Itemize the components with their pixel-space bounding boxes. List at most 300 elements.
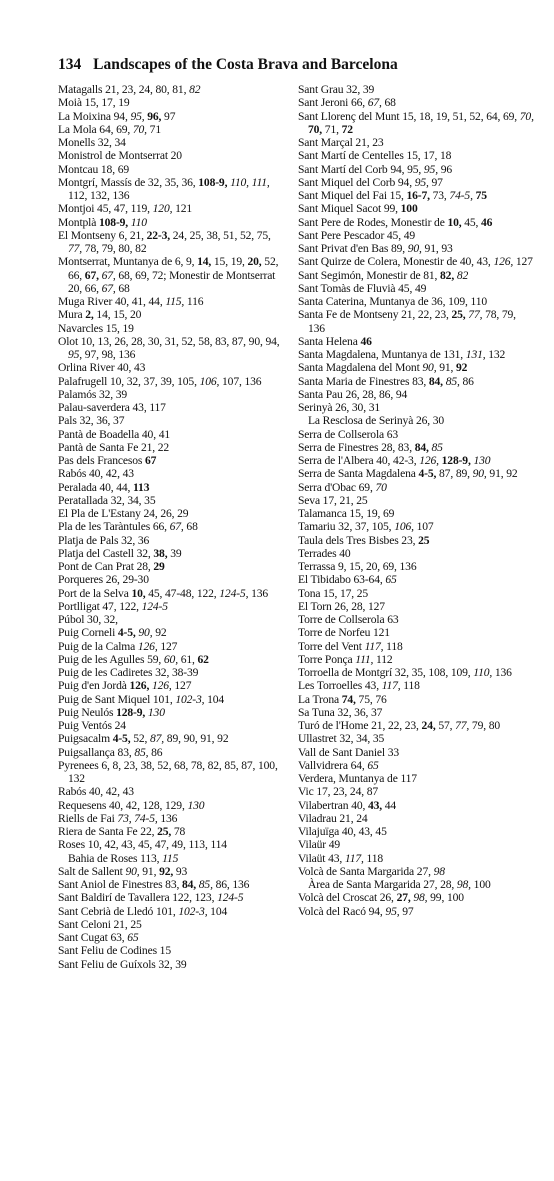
entry-text: 24, 25, 38, 51, 52, 75, (170, 228, 271, 242)
entry-text: Sant Cebrià de Lledó 101, (58, 904, 179, 918)
page-ref-italic: 111, (355, 652, 374, 666)
page-ref-italic: 77, (68, 242, 83, 255)
entry-text: Monells 32, 34 (58, 136, 126, 149)
page-ref-italic: 67, (169, 520, 184, 534)
index-entry (58, 547, 286, 560)
entry-text: 96 (437, 162, 452, 176)
entry-text: Rabós 40, 42, 43 (58, 467, 134, 481)
page-ref-italic: 126, (137, 639, 158, 653)
page-ref-italic: 106, (199, 374, 220, 388)
entry-text: 86 (148, 745, 163, 759)
entry-text: 15, 19, (211, 255, 248, 269)
index-entry (58, 520, 286, 533)
index-entry (58, 481, 286, 494)
entry-text: 127 (157, 639, 178, 653)
entry-text: Santa Fe de Montseny 21, 22, 23, (298, 308, 452, 322)
page-ref-bold: 38, (153, 546, 168, 560)
entry-text: Porqueres 26, 29-30 (58, 573, 149, 587)
entry-text: Sant Miquel del Fai 15, (298, 189, 407, 202)
index-entry (58, 931, 286, 944)
index-entry (298, 361, 534, 374)
page-ref-bold: 4-5, (418, 467, 437, 481)
page-ref-bold: 24, (421, 719, 436, 732)
index-entry (298, 189, 534, 202)
entry-text: Les Torroelles 43, (298, 679, 382, 693)
entry-text: 97, 98, 136 (82, 348, 136, 361)
entry-text: 91, (436, 361, 456, 375)
entry-text: Serinyà 26, 30, 31 (298, 401, 380, 414)
index-entry (58, 176, 286, 203)
index-entry (298, 242, 534, 255)
entry-text: Peralada 40, 44, (58, 480, 134, 494)
index-entry (58, 507, 286, 520)
page-ref-italic: 67, (101, 268, 116, 282)
index-entry (58, 454, 286, 467)
entry-text: Sant Martí del Corb 94, 95, (298, 162, 424, 176)
index-entry (58, 467, 286, 480)
page-ref-bold: 25, (157, 825, 172, 838)
entry-text: Pla de les Taràntules 66, (58, 520, 170, 534)
entry-text: Sant Pere de Rodes, Monestir de (298, 215, 448, 229)
page-ref-italic: 126, (493, 255, 514, 269)
page-ref-bold: 72 (341, 122, 353, 136)
page-ref-italic: 70, (519, 109, 534, 123)
index-entry (298, 176, 534, 189)
page-ref-italic: 90, (422, 361, 437, 375)
index-entry (58, 706, 286, 719)
page-ref-bold: 75 (475, 189, 487, 202)
index-entry (58, 865, 286, 878)
entry-text: Sant Privat d'en Bas 89, (298, 242, 408, 255)
page-ref-italic: 98 (433, 864, 445, 878)
entry-text: 79, 80 (469, 719, 501, 732)
page-ref-italic: 98, (413, 891, 428, 905)
entry-text: Sant Miquel Sacot 99, (298, 202, 401, 216)
entry-text: Portlligat 47, 122, (58, 599, 142, 613)
index-column-right (298, 83, 534, 918)
index-entry (58, 759, 286, 786)
index-entry (298, 600, 534, 613)
index-entry (58, 838, 286, 851)
entry-text: 14, 15, 20 (93, 308, 142, 322)
page-ref-bold: 92, (159, 864, 174, 878)
entry-text: Sant Quirze de Colera, Monestir de 40, 43, (298, 255, 494, 269)
index-entry (58, 322, 286, 335)
page-ref-italic: 90, (138, 626, 153, 640)
index-entry (298, 799, 534, 812)
index-entry (58, 679, 286, 692)
entry-text: 78, 79, 136 (308, 308, 516, 335)
index-entry (298, 454, 534, 467)
entry-text: Bahia de Roses 113, (68, 851, 163, 865)
page-ref-bold: 128-9, (116, 705, 146, 719)
entry-text: Sant Llorenç del Munt 15, 18, 19, 51, 52, 64, 69, (298, 109, 520, 123)
index-entry (58, 163, 286, 176)
index-entry (298, 494, 534, 507)
entry-text: Volcà de Santa Margarida 27, (298, 864, 434, 878)
page-ref-italic: 126, (151, 679, 172, 693)
index-entry (298, 428, 534, 441)
entry-text: Sa Tuna 32, 36, 37 (298, 705, 383, 719)
entry-text: 86, 136 (212, 878, 250, 891)
entry-text: Serra d'Obac 69, (298, 480, 376, 494)
entry-text: Moià 15, 17, 19 (58, 96, 130, 110)
page-ref-bold: 46 (481, 215, 493, 229)
page-ref-italic: 82 (456, 268, 469, 282)
page-ref-italic: 124-5 (217, 891, 244, 905)
page-ref-bold: 128-9, (441, 454, 471, 467)
index-column-left (58, 83, 286, 971)
entry-text: Sant Miquel del Corb 94, (298, 175, 415, 189)
entry-text: Platja del Castell 32, (58, 546, 154, 560)
index-entry (298, 759, 534, 772)
entry-text: Sant Tomàs de Fluvià 45, 49 (298, 281, 427, 295)
index-entry (58, 388, 286, 401)
index-entry (58, 825, 286, 838)
index-entry (298, 481, 534, 494)
index-entry (58, 96, 286, 109)
entry-text: 112, 132, 136 (68, 189, 130, 202)
entry-text: La Mola 64, 69, (58, 122, 133, 136)
entry-text: Puig de la Calma (58, 639, 138, 653)
index-entry (298, 587, 534, 600)
index-entry (58, 149, 286, 162)
page-ref-bold: 100 (400, 202, 418, 216)
page-ref-italic: 74-5, (134, 811, 158, 825)
page-ref-italic: 131, (465, 348, 486, 361)
index-entry (58, 428, 286, 441)
page-ref-italic: 106, (394, 520, 414, 534)
entry-text: Torre Ponça (298, 652, 356, 666)
page-ref-italic: 67, (367, 96, 382, 110)
index-entry (58, 401, 286, 414)
entry-text: Sant Pere Pescador 45, 49 (298, 228, 415, 242)
index-entry (298, 163, 534, 176)
index-entry (58, 361, 286, 374)
entry-text: 118 (400, 679, 420, 693)
index-entry (298, 640, 534, 653)
page-ref-bold: 43, (367, 798, 383, 812)
entry-text: Navarcles 15, 19 (58, 321, 134, 335)
entry-text: Serra de l'Albera 40, 42-3, (298, 454, 420, 467)
entry-text: Torroella de Montgrí 32, 35, 108, 109, (298, 666, 474, 679)
entry-text: Peratallada 32, 34, 35 (58, 493, 156, 507)
page-ref-italic: 98, (456, 878, 471, 891)
entry-text: Santa Magdalena del Mont (298, 361, 423, 375)
page-ref-italic: 95, (423, 162, 438, 176)
entry-text: Pyrenees 6, 8, 23, 38, 52, 68, 78, 82, 85, 87, 100, 132 (58, 758, 278, 785)
entry-text: Salt de Sallent (58, 864, 126, 878)
index-entry (58, 812, 286, 825)
page-ref-italic: 60, (163, 652, 178, 666)
page-ref-italic: 85, (134, 745, 149, 759)
page-ref-italic: 65 (127, 931, 139, 944)
entry-text: 97 (161, 109, 176, 123)
index-entry (58, 666, 286, 679)
entry-text: 57, (435, 719, 456, 732)
entry-text: Mura (58, 308, 86, 322)
entry-text: Vic 17, 23, 24, 87 (298, 785, 379, 799)
entry-text: Pals 32, 36, 37 (58, 414, 125, 428)
page-ref-bold: 20, (247, 255, 262, 269)
entry-text: Serra de Collserola 63 (298, 427, 399, 441)
page-ref-bold: 16-7, (406, 189, 430, 202)
page-ref-italic: 73, (117, 811, 132, 825)
entry-text: Matagalls 21, 23, 24, 80, 81, (58, 83, 190, 96)
book-title: Landscapes of the Costa Brava and Barcelona (93, 56, 398, 73)
index-entry (298, 653, 534, 666)
entry-text: Puigsacalm (58, 732, 113, 746)
entry-text: 97 (428, 175, 443, 189)
index-entry (298, 308, 534, 335)
index-entry (298, 216, 534, 229)
index-entry (58, 918, 286, 931)
page-ref-italic: 117, (344, 851, 364, 865)
index-entry (58, 375, 286, 388)
index-entry (58, 613, 286, 626)
entry-text: Puig de les Cadiretes 32, 38-39 (58, 666, 199, 679)
entry-text: Montgrí, Massís de 32, 35, 36, (58, 175, 199, 189)
page-ref-bold: 84, (181, 878, 197, 891)
entry-text: Pantà de Boadella 40, 41 (58, 427, 170, 441)
entry-text: Vall de Sant Daniel 33 (298, 745, 400, 759)
entry-text: 136 (157, 811, 178, 825)
page-ref-italic: 95, (414, 175, 429, 189)
index-entry (58, 229, 286, 256)
entry-text: 73, (429, 189, 450, 202)
entry-text: 68 (115, 281, 130, 295)
page-ref-italic: 115, (165, 295, 185, 308)
page-ref-bold: 25, (451, 308, 466, 322)
entry-text: Muga River 40, 41, 44, (58, 295, 166, 308)
entry-text: 116 (184, 295, 204, 308)
page-ref-italic: 102-3, (178, 904, 208, 918)
page-ref-italic: 82 (189, 83, 201, 96)
entry-text: La Resclosa de Serinyà 26, 30 (308, 414, 445, 428)
page-ref-italic: 120, (152, 202, 173, 216)
entry-text: 44 (382, 798, 397, 812)
index-entry (298, 282, 534, 295)
index-entry (298, 202, 534, 215)
entry-text: Ullastret 32, 34, 35 (298, 732, 385, 746)
entry-text: Sant Grau 32, 39 (298, 83, 375, 96)
index-entry (298, 547, 534, 560)
page-ref-italic: 124-5, (219, 586, 249, 600)
index-entry (58, 626, 286, 639)
index-entry (298, 812, 534, 825)
entry-text: 68 (183, 520, 198, 534)
entry-text: Serra de Finestres 28, 83, (298, 440, 415, 454)
index-entry (298, 520, 534, 533)
index-entry (298, 96, 534, 109)
entry-text: 78 (171, 825, 186, 838)
entry-text: 71 (146, 122, 161, 136)
entry-text: Olot 10, 13, 26, 28, 30, 31, 52, 58, 83, 87, 90, 94, (58, 334, 280, 348)
entry-text: Torre de Collserola 63 (298, 613, 399, 626)
entry-text: Vallvidrera 64, (298, 758, 368, 772)
entry-text: Taula dels Tres Bisbes 23, (298, 533, 419, 547)
page-ref-italic: 110 (130, 215, 147, 229)
entry-text: Puig Ventós 24 (58, 719, 126, 732)
entry-text: 97 (399, 904, 414, 918)
index-entry (298, 905, 534, 918)
entry-text: Montserrat, Muntanya de 6, 9, (58, 255, 198, 269)
entry-text: Tona 15, 17, 25 (298, 586, 369, 600)
entry-text: Pont de Can Prat 28, (58, 560, 154, 573)
entry-text: Montcau 18, 69 (58, 162, 129, 176)
entry-text: Pantà de Santa Fe 21, 22 (58, 440, 170, 454)
page-ref-bold: 92 (456, 361, 468, 375)
entry-text: 71, (322, 122, 342, 136)
index-entry (298, 255, 534, 268)
entry-text: 61, (177, 652, 198, 666)
page-ref-italic: 85 (431, 440, 443, 454)
entry-text: La Trona (298, 692, 342, 706)
index-entry (58, 295, 286, 308)
index-entry (298, 732, 534, 745)
index-entry (298, 295, 534, 308)
page-ref-italic: 124-5 (141, 599, 168, 613)
entry-text: 68, 69, 72; Monestir de Montserrat 20, 66, (68, 268, 276, 295)
entry-text: 127 (171, 679, 192, 693)
entry-text: 136 (492, 666, 512, 679)
entry-text: Vilajuïga 40, 43, 45 (298, 825, 387, 838)
entry-text: Riells de Fai (58, 811, 118, 825)
entry-text: Sant Aniol de Finestres 83, (58, 878, 182, 891)
index-entry (58, 335, 286, 362)
entry-text: Sant Jeroni 66, (298, 96, 368, 110)
page-ref-bold: 82, (440, 268, 455, 282)
page-ref-bold: 2, (85, 308, 94, 322)
entry-text: Sant Celoni 21, 25 (58, 917, 142, 931)
entry-text: Santa Magdalena, Muntanya de 131, (298, 348, 466, 361)
entry-text: Montplà (58, 215, 99, 229)
page-ref-bold: 108-9, (99, 215, 129, 229)
entry-text: 121 (172, 202, 193, 216)
entry-text: 52, (130, 732, 151, 746)
page-ref-bold: 67 (145, 454, 157, 467)
entry-text: Puig de les Agulles 59, (58, 652, 164, 666)
index-entry (298, 693, 534, 706)
index-entry (58, 414, 286, 427)
index-entry (298, 666, 534, 679)
index-entry (58, 653, 286, 666)
index-entry (58, 136, 286, 149)
page-ref-italic: 117, (381, 679, 401, 693)
entry-text: Volcà del Racó 94, (298, 904, 386, 918)
page-ref-italic: 115 (162, 851, 179, 865)
running-header (58, 56, 538, 74)
page-ref-bold: 74, (341, 692, 356, 706)
index-entry (58, 693, 286, 706)
index-entry (58, 891, 286, 904)
index-entry (298, 852, 534, 865)
index-entry (298, 573, 534, 586)
index-entry (58, 746, 286, 759)
page-ref-italic: 130 (187, 798, 205, 812)
index-entry (58, 719, 286, 732)
index-entry (58, 441, 286, 454)
entry-text: Turó de l'Home 21, 22, 23, (298, 719, 422, 732)
entry-text: Santa Helena (298, 334, 361, 348)
page-ref-italic: 130 (473, 454, 491, 467)
entry-text: Riera de Santa Fe 22, (58, 825, 158, 838)
entry-text: Púbol 30, 32, (58, 613, 118, 626)
index-subentry (298, 414, 534, 427)
index-entry (298, 679, 534, 692)
page-number: 134 (58, 56, 82, 73)
entry-text: 45, (461, 215, 482, 229)
index-entry (58, 905, 286, 918)
entry-text: 91, 92 (486, 467, 518, 481)
index-entry (298, 772, 534, 785)
page-ref-bold: 29 (153, 560, 165, 573)
entry-text: Vilabertran 40, (298, 798, 368, 812)
entry-text: Sant Feliu de Codines 15 (58, 944, 171, 958)
entry-text: 52, 66, (68, 255, 279, 282)
index-entry (298, 83, 534, 96)
page-ref-italic: 126, (419, 454, 439, 467)
page-ref-bold: 84, (428, 374, 443, 388)
page-ref-bold: 10, (131, 586, 146, 600)
page-ref-bold: 113 (133, 480, 150, 494)
entry-text: 99, 100 (427, 891, 464, 905)
index-entry (58, 785, 286, 798)
entry-text: El Torn 26, 28, 127 (298, 599, 385, 613)
index-entry (58, 560, 286, 573)
entry-text: 118 (363, 851, 384, 865)
entry-text: 93 (173, 864, 188, 878)
entry-text: Port de la Selva (58, 586, 132, 600)
index-entry (58, 216, 286, 229)
index-entry (58, 534, 286, 547)
page-ref-italic: 95, (68, 348, 83, 361)
entry-text: 132 (485, 348, 506, 361)
index-subentry (298, 878, 534, 891)
entry-text: 78, 79, 80, 82 (82, 242, 147, 255)
entry-text: Tamariu 32, 37, 105, (298, 520, 395, 534)
page-ref-italic: 90, (407, 242, 422, 255)
index-entry (298, 746, 534, 759)
entry-text: Vilaür 49 (298, 838, 341, 852)
entry-text: 45, 47-48, 122, (145, 586, 220, 600)
entry-text: Palamós 32, 39 (58, 387, 128, 401)
entry-text: Torre del Vent (298, 639, 365, 653)
index-entry (298, 838, 534, 851)
index-entry (58, 494, 286, 507)
index-entry (58, 799, 286, 812)
entry-text: Serra de Santa Magdalena (298, 467, 419, 481)
entry-text: 104 (204, 692, 225, 706)
page-ref-bold: 14, (197, 255, 212, 269)
entry-text: Puig Corneli (58, 626, 118, 640)
index-entry (58, 110, 286, 123)
page-ref-italic: 95, (385, 904, 400, 918)
index-entry (298, 110, 534, 137)
entry-text: Montjoi 45, 47, 119, (58, 202, 153, 216)
index-entry (58, 308, 286, 321)
entry-text: 91, 93 (421, 242, 453, 255)
page-ref-italic: 77, (455, 719, 470, 732)
index-entry (298, 865, 534, 878)
page-ref-italic: 65 (367, 758, 379, 772)
index-entry (58, 123, 286, 136)
entry-text: Viladrau 21, 24 (298, 811, 368, 825)
index-entry (298, 825, 534, 838)
entry-text: 107, 136 (219, 374, 262, 388)
entry-text: Palafrugell 10, 32, 37, 39, 105, (58, 374, 200, 388)
entry-text: Seva 17, 21, 25 (298, 493, 368, 507)
